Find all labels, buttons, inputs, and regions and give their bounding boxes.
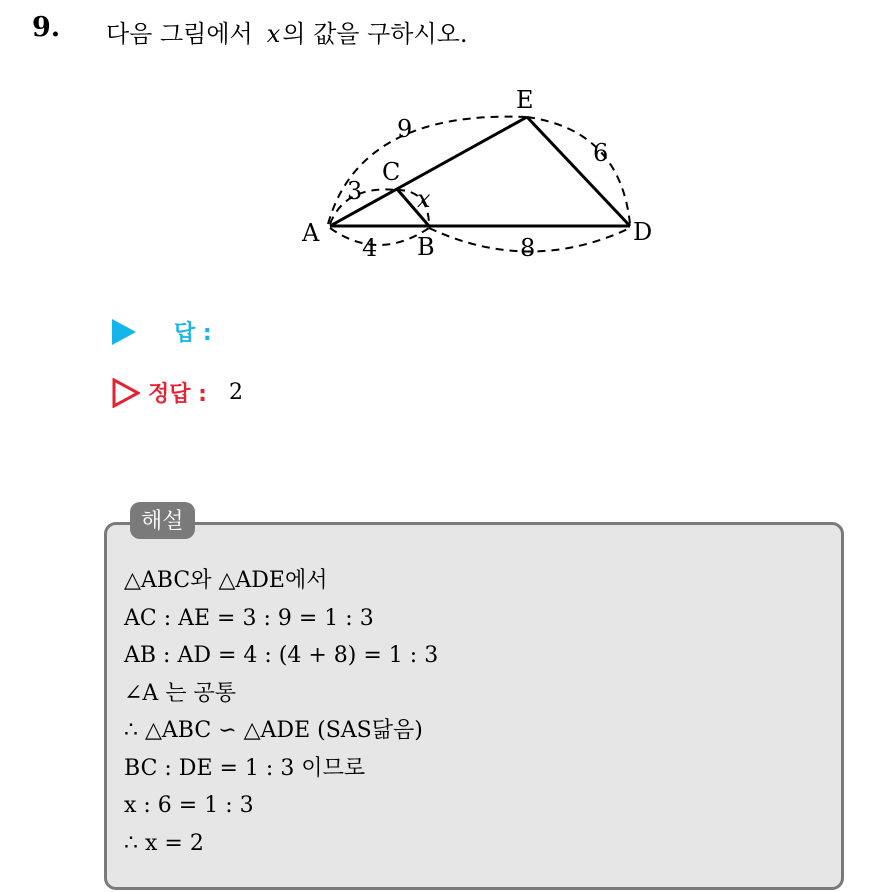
- solution-lines: [124, 562, 438, 862]
- point-label-c: C: [382, 158, 401, 186]
- answer-label: 답 :: [174, 321, 212, 346]
- solution-line: BC : DE = 1 : 3 이므로: [124, 755, 366, 781]
- triangle-figure: [0, 0, 884, 300]
- correct-answer-row: [112, 377, 243, 408]
- solution-line: ∠A 는 공통: [124, 680, 237, 706]
- outline-triangle-icon: [112, 378, 140, 408]
- solution-tab: 해설: [130, 502, 195, 539]
- length-label-ac: 3: [347, 177, 363, 205]
- answer-row: [112, 316, 212, 347]
- length-label-bd: 8: [520, 234, 536, 262]
- point-label-b: B: [417, 233, 435, 261]
- point-label-d: D: [633, 218, 653, 246]
- question-text-before: 다음 그림에서: [106, 20, 253, 48]
- length-label-bc: x: [417, 185, 431, 213]
- point-label-e: E: [516, 86, 534, 114]
- solution-line: x : 6 = 1 : 3: [124, 793, 254, 818]
- question-number: 9.: [32, 12, 61, 43]
- dim-arc-ab: [330, 228, 429, 245]
- solution-line: ∴ △ABC ∽ △ADE (SAS닮음): [124, 718, 423, 743]
- point-label-a: A: [302, 219, 320, 247]
- question-variable: x: [266, 20, 281, 48]
- question-text-after: 의 값을 구하시오.: [282, 20, 468, 48]
- solution-line: ∴ x = 2: [124, 830, 204, 856]
- correct-answer-value: 2: [228, 380, 243, 405]
- filled-triangle-icon: [112, 319, 136, 345]
- length-label-ed: 6: [593, 139, 609, 167]
- solution-line: △ABC와 △ADE에서: [124, 568, 328, 593]
- solution-line: AC : AE = 3 : 9 = 1 : 3: [124, 605, 374, 631]
- length-label-ab: 4: [362, 234, 378, 262]
- length-label-ae: 9: [397, 115, 413, 143]
- correct-answer-label: 정답 :: [148, 382, 207, 407]
- segment-ed: [527, 117, 630, 226]
- solution-line: AB : AD = 4 : (4 + 8) = 1 : 3: [124, 643, 439, 668]
